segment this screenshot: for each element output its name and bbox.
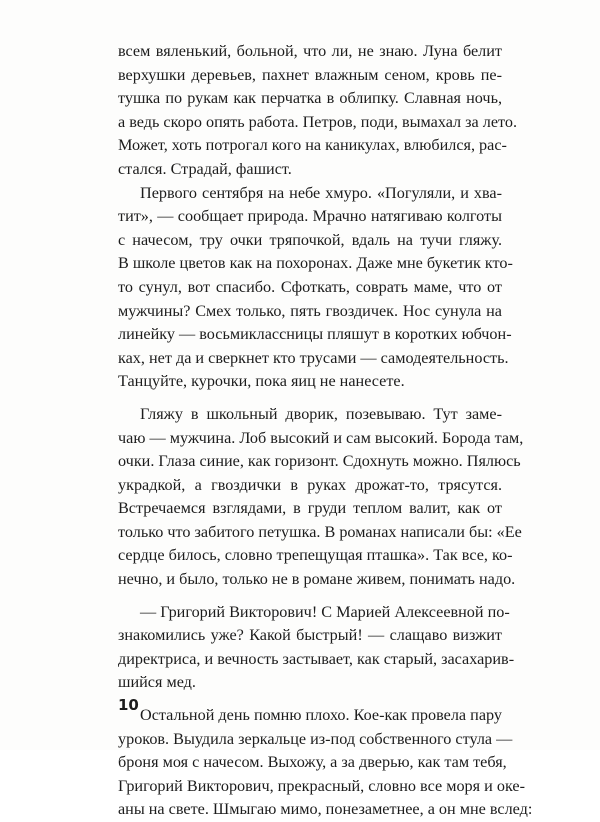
text-line: Первого сентября на небе хмуро. «Погуляли, и хва- bbox=[140, 183, 502, 202]
text-line: броня моя с начесом. Выхожу, а за дверью, как там тебя, bbox=[118, 753, 507, 772]
text-line: В школе цветов как на похоронах. Даже мне букетик кто- bbox=[118, 254, 513, 273]
paragraph-gap bbox=[118, 695, 502, 704]
text-line: директриса, и вечность застывает, как старый, засахарив- bbox=[118, 649, 515, 668]
text-line: аны на свете. Шмыгаю мимо, понезаметнее, а он мне вслед: bbox=[118, 800, 533, 819]
text-line: стался. Страдай, фашист. bbox=[118, 159, 292, 178]
text-line: всем вяленький, больной, что ли, не знаю. Луна белит bbox=[118, 42, 502, 60]
paragraph bbox=[118, 40, 518, 182]
text-line: тушка по рукам как перчатка в облипку. Славная ночь, bbox=[118, 89, 502, 108]
text-line: тит», — сообщает природа. Мрачно натягиваю колготы bbox=[118, 207, 502, 226]
text-line: сердце билось, словно трепещущая пташка». Так все, ко- bbox=[118, 546, 513, 565]
paragraph bbox=[118, 601, 515, 695]
paragraph bbox=[118, 403, 524, 592]
text-line: верхушки деревьев, пахнет влажным сеном, кровь пе- bbox=[118, 65, 502, 84]
text-line: мужчины? Смех только, пять гвоздичек. Нос сунула на bbox=[118, 301, 502, 320]
text-line: украдкой, а гвоздички в руках дрожат-то, трясутся. bbox=[118, 475, 502, 494]
paragraph bbox=[118, 704, 533, 822]
text-line: очки. Глаза синие, как горизонт. Сдохнуть можно. Пялюсь bbox=[118, 452, 521, 471]
body-text bbox=[118, 40, 533, 822]
text-line: Может, хоть потрогал кого на каникулах, влюбился, рас- bbox=[118, 136, 507, 155]
paragraph bbox=[118, 182, 513, 394]
paragraph-gap bbox=[118, 394, 502, 403]
text-line: чаю — мужчина. Лоб высокий и сам высокий. Борода там, bbox=[118, 428, 524, 447]
text-line: с начесом, тру очки тряпочкой, вдаль на тучи гляжу. bbox=[118, 230, 502, 249]
text-line: то сунул, вот спасибо. Сфоткать, соврать маме, что от bbox=[118, 277, 502, 296]
text-line: линейку — восьмиклассницы пляшут в коротких юбчон- bbox=[118, 325, 512, 344]
text-line: — Григорий Викторович! С Марией Алексеевной по- bbox=[140, 602, 510, 621]
paragraph-gap bbox=[118, 592, 502, 601]
text-line: только что забитого петушка. В романах написали бы: «Ее bbox=[118, 522, 522, 541]
text-line: нечно, и было, только не в романе живем, понимать надо. bbox=[118, 570, 516, 589]
text-line: знакомились уже? Какой быстрый! — слащаво визжит bbox=[118, 626, 502, 645]
text-line: Григорий Викторович, прекрасный, словно все моря и оке- bbox=[118, 776, 525, 795]
page-number: 10 bbox=[118, 696, 139, 714]
text-line: шийся мед. bbox=[118, 673, 196, 692]
text-line: а ведь скоро опять работа. Петров, поди, вымахал за лето. bbox=[118, 112, 518, 131]
text-line: уроков. Выудила зеркальце из-под собственного стула — bbox=[118, 729, 513, 748]
text-line: Танцуйте, курочки, пока яиц не нанесете. bbox=[118, 372, 405, 391]
text-line: Встречаемся взглядами, в груди теплом валит, как от bbox=[118, 499, 502, 518]
text-line: Остальной день помню плохо. Кое-как провела пару bbox=[140, 706, 502, 725]
text-line: ках, нет да и сверкнет кто трусами — самодеятельность. bbox=[118, 348, 509, 367]
text-line: Гляжу в школьный дворик, позевываю. Тут заме- bbox=[140, 404, 502, 423]
